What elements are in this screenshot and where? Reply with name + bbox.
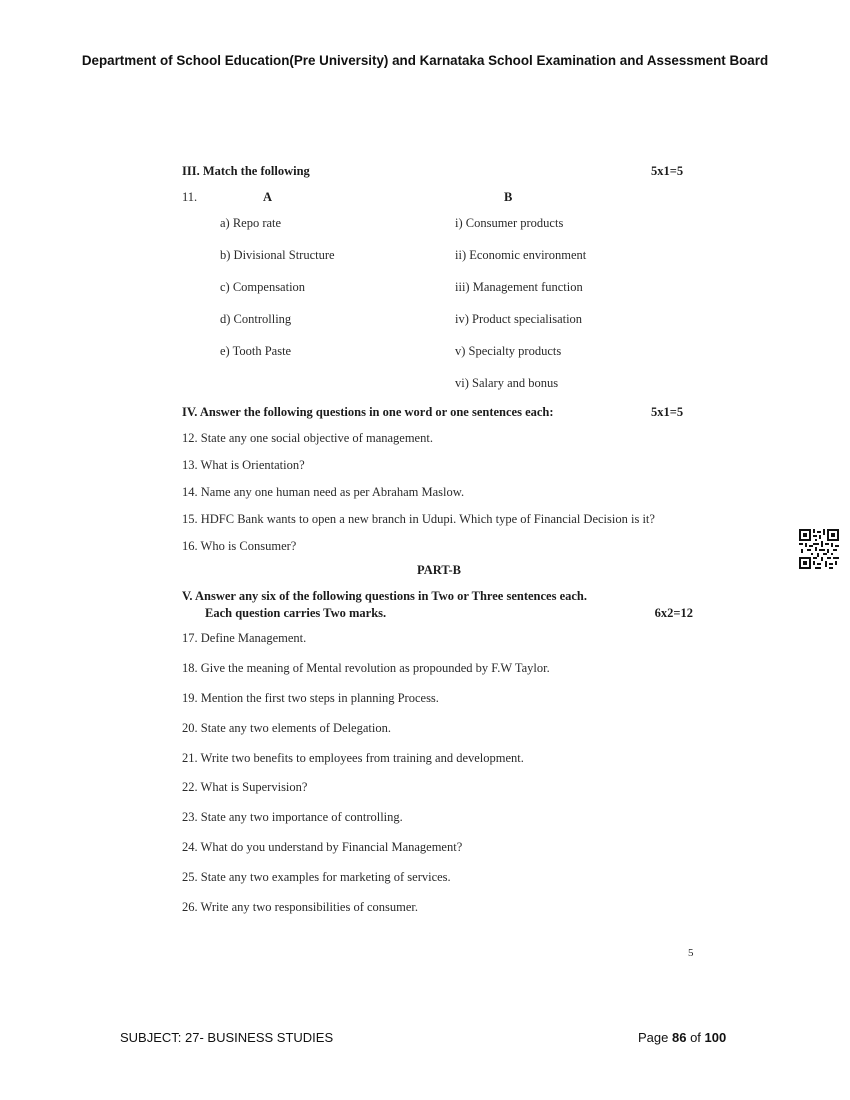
question-item: 12. State any one social objective of management. xyxy=(182,431,433,445)
question-item: 24. What do you understand by Financial Management? xyxy=(182,840,463,854)
match-b-item: iii) Management function xyxy=(455,280,583,294)
section-5-heading-line2 xyxy=(182,606,720,621)
match-a-item: e) Tooth Paste xyxy=(220,344,292,358)
question-item: 25. State any two examples for marketing of services. xyxy=(182,870,451,884)
footer-page-mid: of xyxy=(686,1030,705,1045)
section-5-heading-text-2: Each question carries Two marks. xyxy=(205,606,387,620)
question-item: 15. HDFC Bank wants to open a new branch in Udupi. Which type of Financial Decision is it? xyxy=(182,512,655,526)
section-5-heading-text: V. Answer any six of the following questions in Two or Three sentences each. xyxy=(182,589,588,603)
column-a-header: A xyxy=(263,190,273,204)
match-b-item: iv) Product specialisation xyxy=(455,312,583,326)
section-5-heading xyxy=(182,589,720,621)
qr-code-icon xyxy=(799,529,839,569)
match-b-item: vi) Salary and bonus xyxy=(455,376,559,390)
part-b-title: PART-B xyxy=(417,563,462,577)
document-header: Department of School Education(Pre University) and Karnataka School Examination and Assessment Board xyxy=(81,53,769,68)
question-item: 14. Name any one human need as per Abraham Maslow. xyxy=(182,485,465,499)
question-item: 18. Give the meaning of Mental revolution as propounded by F.W Taylor. xyxy=(182,661,550,675)
match-a-item: b) Divisional Structure xyxy=(220,248,335,262)
question-item: 23. State any two importance of controlling. xyxy=(182,810,403,824)
section-3-heading: III. Match the following xyxy=(182,164,310,178)
match-b-item: ii) Economic environment xyxy=(455,248,587,262)
section-4-marks: 5x1=5 xyxy=(651,405,684,419)
question-item: 20. State any two elements of Delegation. xyxy=(182,721,391,735)
section-5-heading-line1 xyxy=(182,589,720,604)
question-item: 21. Write two benefits to employees from training and development. xyxy=(182,751,524,765)
footer-page-current: 86 xyxy=(671,1030,687,1045)
match-a-item: d) Controlling xyxy=(220,312,292,326)
section-3-marks: 5x1=5 xyxy=(651,164,684,178)
match-a-item: c) Compensation xyxy=(220,280,306,294)
question-item: 22. What is Supervision? xyxy=(182,780,308,794)
question-item: 13. What is Orientation? xyxy=(182,458,305,472)
column-b-header: B xyxy=(504,190,513,204)
section-5-marks: 6x2=12 xyxy=(654,606,693,620)
match-b-item: v) Specialty products xyxy=(455,344,562,358)
section-4-heading: IV. Answer the following questions in one word or one sentences each: xyxy=(182,405,554,419)
question-item: 19. Mention the first two steps in planning Process. xyxy=(182,691,439,705)
match-a-item: a) Repo rate xyxy=(220,216,282,230)
question-item: 16. Who is Consumer? xyxy=(182,539,297,553)
scan-page-number: 5 xyxy=(688,947,694,959)
footer-page-total: 100 xyxy=(704,1030,727,1045)
footer-subject: SUBJECT: 27- BUSINESS STUDIES xyxy=(120,1030,334,1045)
footer-page-indicator xyxy=(638,1030,726,1045)
match-b-item: i) Consumer products xyxy=(455,216,564,230)
footer-page-prefix: Page xyxy=(638,1030,672,1045)
question-11-number: 11. xyxy=(182,190,198,204)
question-item: 26. Write any two responsibilities of consumer. xyxy=(182,900,419,914)
question-item: 17. Define Management. xyxy=(182,631,307,645)
